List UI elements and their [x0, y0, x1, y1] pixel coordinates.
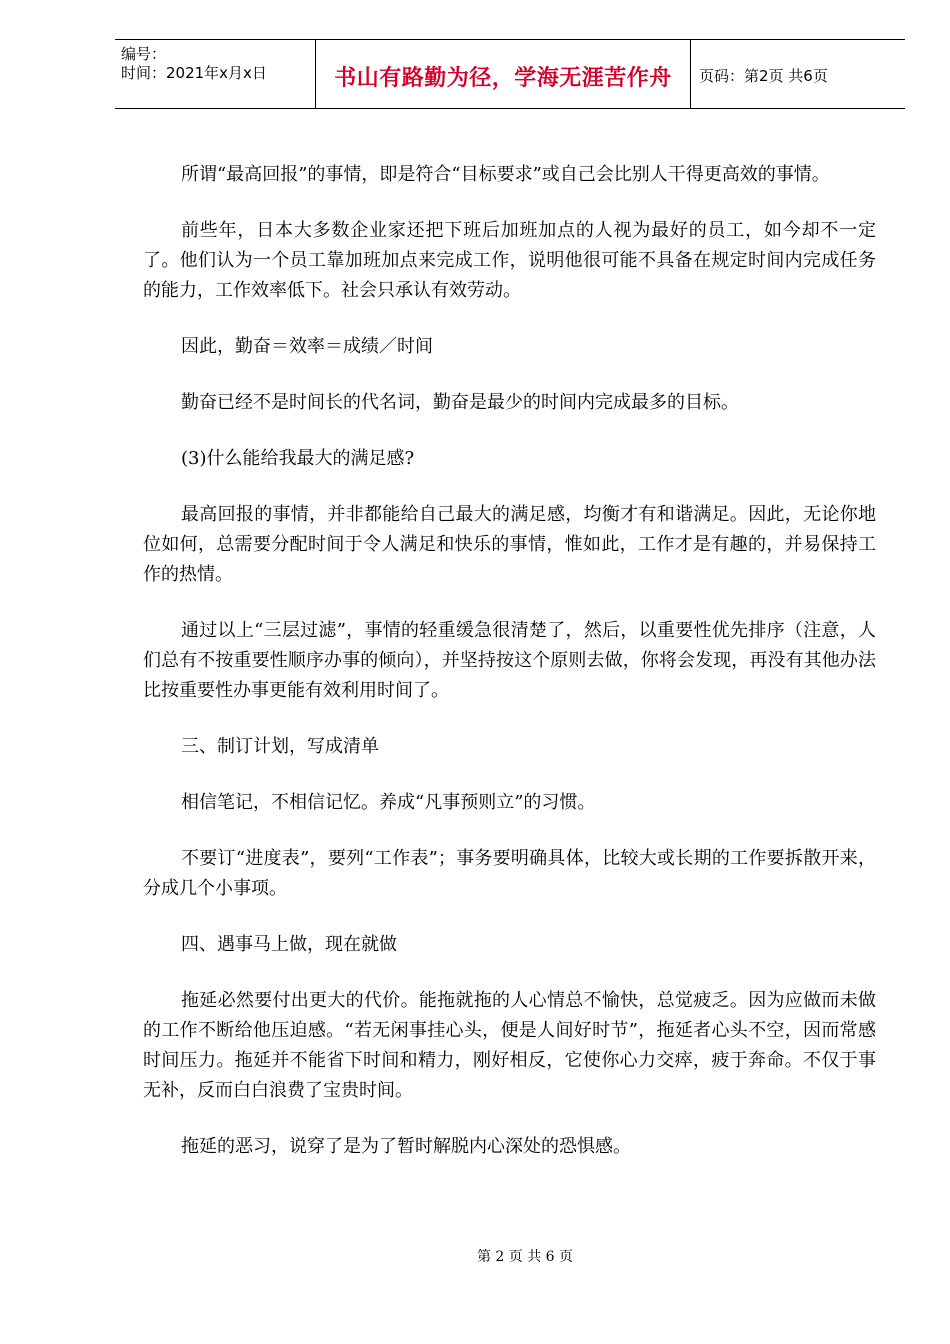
paragraph: (3)什么能给我最大的满足感? [181, 448, 415, 469]
paragraph: 勤奋已经不是时间长的代名词，勤奋是最少的时间内完成最多的目标。 [181, 392, 739, 413]
paragraph: 通过以上“三层过滤”，事情的轻重缓急很清楚了，然后，以重要性优先排序（注意，人们总有不按重要性顺序办事的倾向），并坚持按这个原则去做，你将会发现，再没有其他办法比按重要性办事更能有效利用时间了。 [143, 620, 876, 701]
header-page-cell [691, 40, 905, 108]
document-number-label: 编号： [121, 45, 167, 63]
header-slogan: 书山有路勤为径，学海无涯苦作舟 [334, 66, 672, 91]
header-page-info: 页码：第2页 共6页 [699, 67, 828, 85]
paragraph: 不要订“进度表”，要列“工作表”；事务要明确具体，比较大或长期的工作要拆散开来，分成几个小事项。 [143, 848, 876, 899]
document-date-label: 时间：2021年x月x日 [121, 64, 267, 82]
paragraph: 拖延必然要付出更大的代价。能拖就拖的人心情总不愉快，总觉疲乏。因为应做而未做的工作不断给他压迫感。“若无闲事挂心头，便是人间好时节”，拖延者心头不空，因而常感时间压力。拖延并不能省下时间和精力，刚好相反，它使你心力交瘁，疲于奔命。不仅于事无补，反而白白浪费了宝贵时间。 [143, 990, 876, 1101]
paragraph: 相信笔记，不相信记忆。养成“凡事预则立”的习惯。 [181, 792, 596, 813]
header-slogan-cell [315, 40, 691, 108]
document-body [143, 160, 876, 1188]
section-heading: 四、遇事马上做，现在就做 [181, 934, 397, 955]
paragraph: 前些年，日本大多数企业家还把下班后加班加点的人视为最好的员工，如今却不一定了。他们认为一个员工靠加班加点来完成工作，说明他很可能不具备在规定时间内完成任务的能力，工作效率低下。社会只承认有效劳动。 [143, 220, 876, 301]
document-header [115, 39, 905, 109]
header-meta-cell [115, 40, 315, 108]
paragraph: 因此，勤奋＝效率＝成绩／时间 [181, 336, 433, 357]
paragraph: 所谓“最高回报”的事情，即是符合“目标要求”或自己会比别人干得更高效的事情。 [181, 164, 830, 185]
section-heading: 三、制订计划，写成清单 [181, 736, 379, 757]
paragraph: 拖延的恶习，说穿了是为了暂时解脱内心深处的恐惧感。 [181, 1136, 631, 1157]
paragraph: 最高回报的事情，并非都能给自己最大的满足感，均衡才有和谐满足。因此，无论你地位如何，总需要分配时间于令人满足和快乐的事情，惟如此，工作才是有趣的，并易保持工作的热情。 [143, 504, 876, 585]
page-footer: 第 2 页 共 6 页 [476, 1249, 574, 1265]
